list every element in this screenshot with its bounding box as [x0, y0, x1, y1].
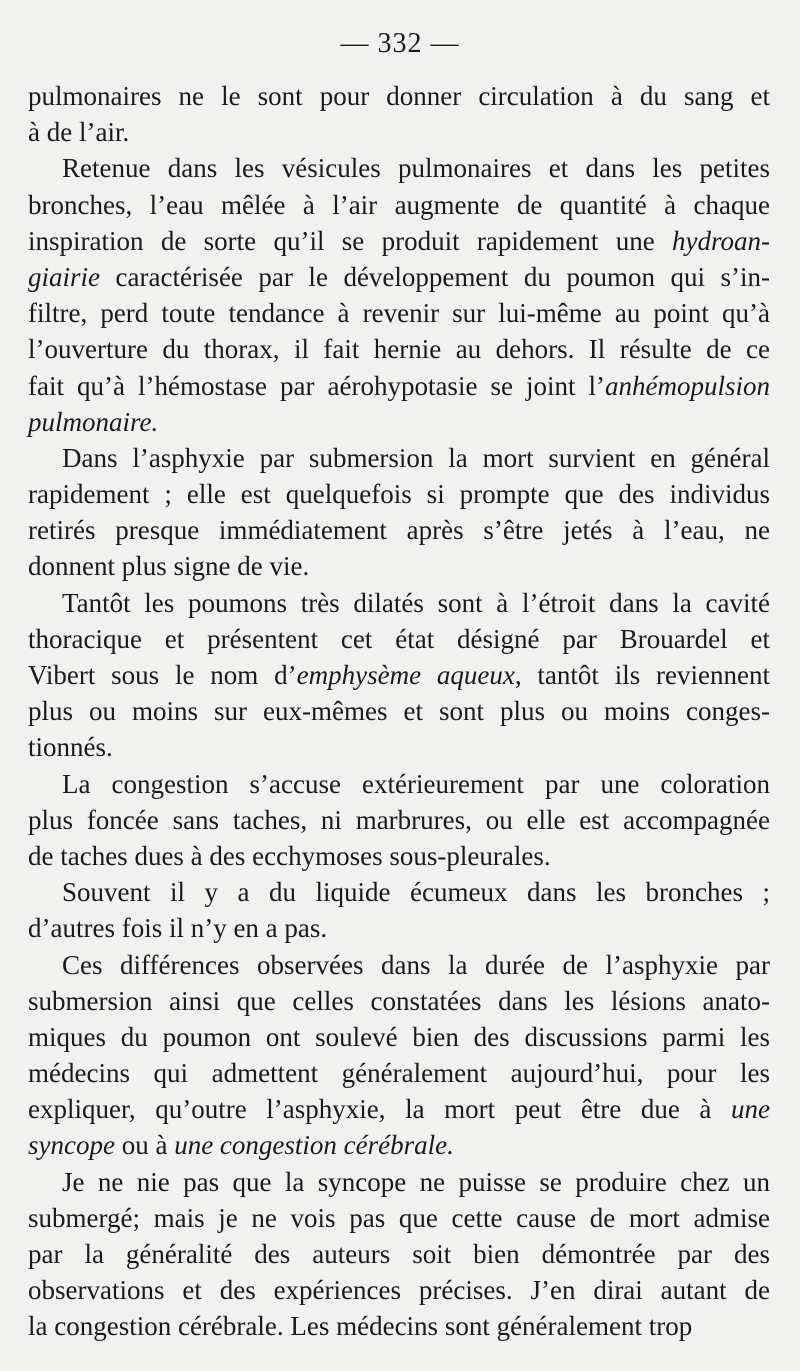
text-line: [28, 1308, 770, 1344]
text-segment: d’autres fois il n’y en a pas.: [28, 913, 328, 944]
text-segment: fait qu’à l’hémostase par aérohypotasie se joint l’: [28, 370, 605, 401]
text-line: [28, 1055, 770, 1091]
paragraph: [28, 1164, 770, 1345]
text-line: [28, 476, 770, 512]
text-segment: miques du poumon ont soulevé bien des discussions parmi les: [28, 1021, 770, 1052]
text-segment: la congestion cérébrale. Les médecins sont généralement trop: [28, 1311, 693, 1342]
text-segment: retirés presque immédiatement après s’être jetés à l’eau, ne: [28, 515, 770, 546]
text-segment: Souvent il y a du liquide écumeux dans les bronches ;: [62, 877, 770, 908]
text-segment: tantôt ils reviennent: [521, 660, 770, 690]
text-segment: inspiration de sorte qu’il se produit rapidement une: [28, 225, 673, 256]
text-segment: ou à: [114, 1130, 175, 1161]
text-line: [28, 874, 770, 910]
text-line: [28, 1272, 770, 1308]
text-segment: Retenue dans les vésicules pulmonaires et dans les petites: [62, 153, 770, 184]
text-segment: Ces différences observées dans la durée de l’asphyxie par: [62, 949, 770, 980]
text-segment: submergé; mais je ne vois pas que cette cause de mort admise: [28, 1202, 770, 1233]
text-line: [28, 1164, 770, 1200]
text-line: [28, 657, 770, 693]
text-line: [28, 512, 770, 548]
text-line: [28, 693, 770, 729]
text-segment: Je ne nie pas que la syncope ne puisse se produire chez un: [62, 1166, 770, 1197]
paragraph: [28, 585, 770, 766]
text-line: [28, 150, 770, 186]
paragraph: [28, 947, 770, 1164]
italic-text: une: [731, 1094, 770, 1125]
text-line: [28, 910, 770, 946]
text-segment: submersion ainsi que celles constatées dans les lésions anato-: [28, 985, 770, 1016]
italic-text: pulmonaire.: [28, 406, 159, 437]
italic-text: une congestion cérébrale.: [174, 1130, 454, 1161]
text-line: [28, 548, 770, 584]
text-line: [28, 78, 770, 114]
text-segment: plus foncée sans taches, ni marbrures, ou elle est accompagnée: [28, 804, 770, 835]
paragraph: [28, 766, 770, 875]
body-text: [28, 78, 770, 1345]
text-line: [28, 802, 770, 838]
text-segment: thoracique et présentent cet état désigné par Brouardel et: [28, 623, 770, 654]
italic-text: syncope: [28, 1130, 115, 1161]
text-line: [28, 187, 770, 223]
text-segment: Dans l’asphyxie par submersion la mort survient en général: [62, 442, 770, 473]
italic-text: hydroan-: [672, 225, 770, 256]
text-line: [28, 1091, 770, 1127]
paragraph: [28, 78, 770, 150]
text-line: [28, 838, 770, 874]
page-number: — 332 —: [340, 28, 460, 59]
text-line: [28, 440, 770, 476]
text-line: [28, 223, 770, 259]
paragraph: [28, 874, 770, 946]
text-segment: caractérisée par le développement du poumon qui s’in-: [100, 261, 770, 292]
text-segment: La congestion s’accuse extérieurement par une coloration: [62, 768, 770, 799]
paragraph: [28, 150, 770, 440]
text-segment: à de l’air.: [28, 117, 130, 148]
text-segment: filtre, perd toute tendance à revenir sur lui-même au point qu’à: [28, 298, 770, 329]
text-segment: de taches dues à des ecchymoses sous-pleurales.: [28, 840, 551, 871]
text-line: [28, 331, 770, 367]
text-line: [28, 1236, 770, 1272]
text-segment: plus ou moins sur eux-mêmes et sont plus ou moins conges-: [28, 696, 770, 727]
text-line: [28, 114, 770, 150]
text-segment: Vibert sous le nom d’: [28, 660, 297, 690]
text-segment: observations et des expériences précises. J’en dirai autant de: [28, 1275, 770, 1306]
text-line: [28, 404, 770, 440]
text-line: [28, 1200, 770, 1236]
text-line: [28, 729, 770, 765]
text-line: [28, 368, 770, 404]
text-segment: bronches, l’eau mêlée à l’air augmente de quantité à chaque: [28, 189, 770, 220]
text-line: [28, 621, 770, 657]
text-segment: par la généralité des auteurs soit bien démontrée par des: [28, 1239, 770, 1269]
text-line: [28, 1127, 770, 1163]
text-line: [28, 295, 770, 331]
text-line: [28, 766, 770, 802]
text-line: [28, 1019, 770, 1055]
italic-text: anhémopulsion: [605, 370, 770, 401]
text-line: [28, 259, 770, 295]
text-segment: médecins qui admettent généralement aujourd’hui, pour les: [28, 1058, 770, 1089]
text-segment: donnent plus signe de vie.: [28, 551, 310, 582]
text-segment: Tantôt les poumons très dilatés sont à l’étroit dans la cavité: [62, 587, 770, 618]
italic-text: emphysème aqueux,: [296, 660, 522, 690]
text-segment: l’ouverture du thorax, il fait hernie au dehors. Il résulte de ce: [28, 334, 770, 365]
text-segment: pulmonaires ne le sont pour donner circulation à du sang et: [28, 81, 770, 111]
text-segment: rapidement ; elle est quelquefois si prompte que des individus: [28, 479, 770, 510]
text-line: [28, 947, 770, 983]
text-segment: tionnés.: [28, 732, 113, 763]
italic-text: giairie: [28, 261, 100, 292]
text-segment: expliquer, qu’outre l’asphyxie, la mort peut être due à: [28, 1094, 732, 1125]
text-line: [28, 983, 770, 1019]
paragraph: [28, 440, 770, 585]
text-line: [28, 585, 770, 621]
